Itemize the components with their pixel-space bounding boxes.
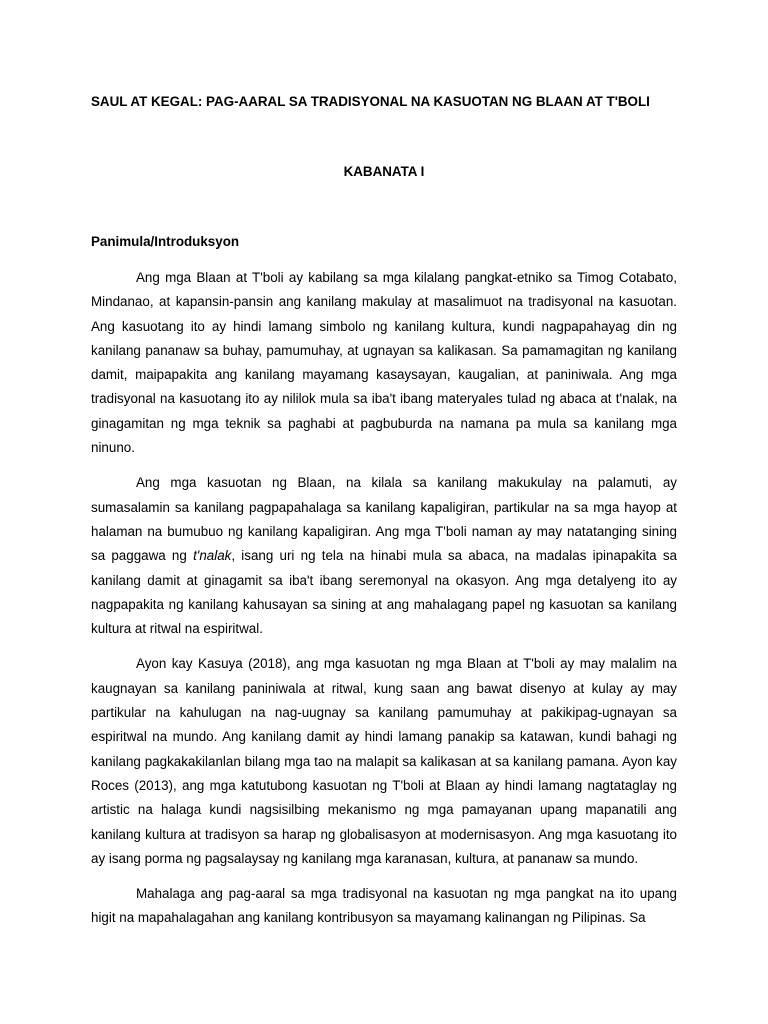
paragraph-2-text-after: , isang uri ng tela na hinabi mula sa abaca, na madalas ipinapakita sa kanilang damit at ginagamit sa iba't ibang seremonyal na okasyon. Ang mga detalyeng ito ay nagpapakita ng kanilang kahusayan sa sining at ang mahalagang papel ng kasuotan sa kanilang kultura at ritwal na espiritwal. [91,548,677,637]
section-heading: Panimula/Introduksyon [91,234,240,249]
paragraph-3: Ayon kay Kasuya (2018), ang mga kasuotan ng mga Blaan at T'boli ay may malalim na kaugnayan sa kanilang paniniwala at ritwal, kung saan ang bawat disenyo at kulay ay may partikular na kahulugan na nag-uugnay sa kanilang pamumuhay at pakikipag-ugnayan sa espiritwal na mundo. Ang kanilang damit ay hindi lamang panakip sa katawan, kundi bahagi ng kanilang pagkakakilanlan bilang mga tao na malapit sa kalikasan at sa kanilang pamana. Ayon kay Roces (2013), ang mga katutubong kasuotan ng T'boli at Blaan ay hindi lamang nagtataglay ng artistic na halaga kundi nagsisilbing mekanismo ng mga pamayanan upang mapanatili ang kanilang kultura at tradisyon sa harap ng globalisasyon at modernisasyon. Ang mga kasuotang ito ay isang porma ng pagsalaysay ng kanilang mga karanasan, kultura, at pananaw sa mundo. [91,656,677,866]
paragraph-2-text-before: Ang mga kasuotan ng Blaan, na kilala sa kanilang makukulay na palamuti, ay sumasalamin sa kanilang pagpapahalaga sa kanilang kapaligiran, partikular na sa mga hayop at halaman na bumubuo ng kanilang kapaligiran. Ang mga T'boli naman ay may natatanging sining sa paggawa ng [91,475,677,564]
body-text [91,266,677,942]
paragraph-1: Ang mga Blaan at T'boli ay kabilang sa mga kilalang pangkat-etniko sa Timog Cotabato, Mindanao, at kapansin-pansin ang kanilang makulay at masalimuot na tradisyonal na kasuotan. Ang kasuotang ito ay hindi lamang simbolo ng kanilang kultura, kundi nagpapahayag din ng kanilang pananaw sa buhay, pamumuhay, at ugnayan sa kalikasan. Sa pamamagitan ng kanilang damit, maipapakita ang kanilang mayamang kasaysayan, kaugalian, at paniniwala. Ang mga tradisyonal na kasuotang ito ay nililok mula sa iba't ibang materyales tulad ng abaca at t'nalak, na ginagamitan ng mga teknik sa paghabi at pagbuburda na namana pa mula sa kanilang mga ninuno. [91,270,677,456]
chapter-heading: KABANATA I [343,164,425,179]
document-title: SAUL AT KEGAL: PAG-AARAL SA TRADISYONAL NA KASUOTAN NG BLAAN AT T'BOLI [91,94,650,109]
paragraph-2 [91,471,677,641]
tnalak-italic-term: t'nalak [193,548,232,564]
paragraph-4: Mahalaga ang pag-aaral sa mga tradisyonal na kasuotan ng mga pangkat na ito upang higit na mapahalagahan ang kanilang kontribusyon sa mayamang kalinangan ng Pilipinas. Sa [91,886,677,926]
